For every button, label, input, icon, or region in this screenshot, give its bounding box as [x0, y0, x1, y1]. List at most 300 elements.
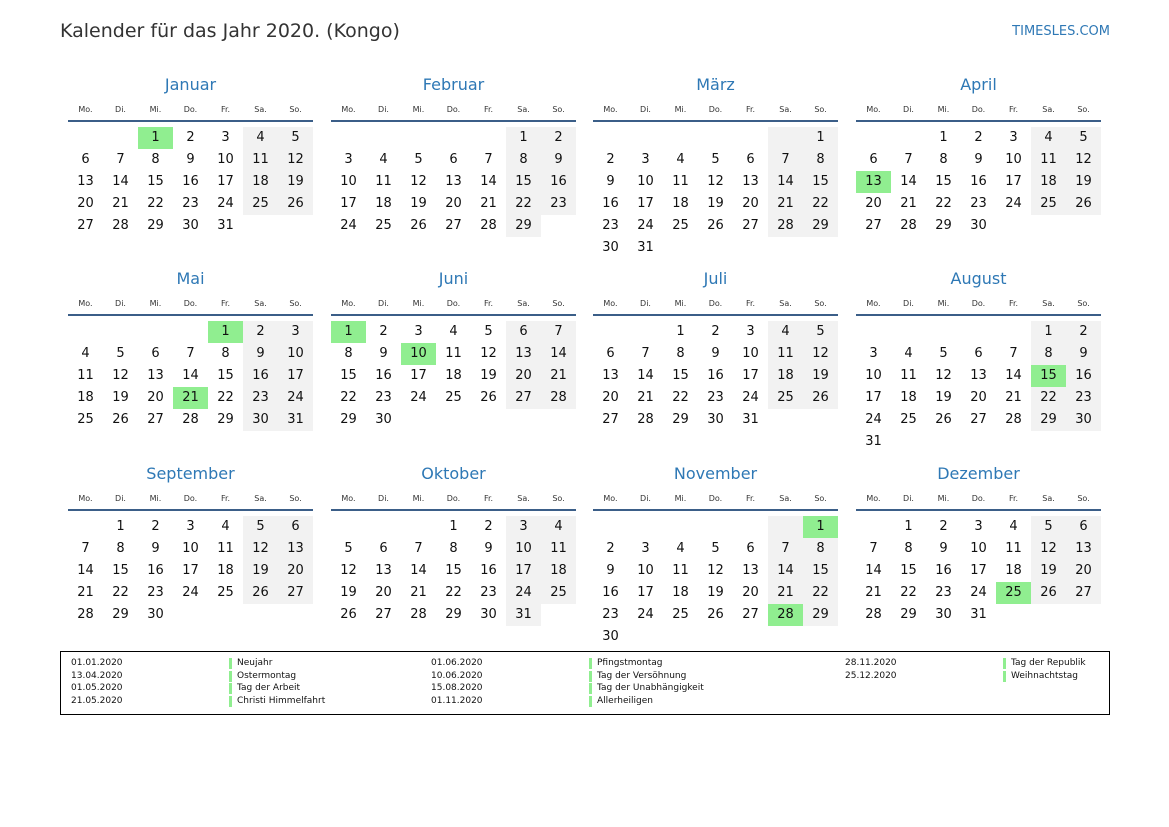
day-cell: 25: [541, 582, 576, 604]
holiday-date: 01.11.2020: [431, 696, 483, 707]
day-cell: 4: [1009, 519, 1018, 534]
header-divider: [593, 120, 838, 122]
weekday-label: Mo.: [866, 494, 881, 503]
day-cell: 9: [243, 343, 278, 365]
weekday-label: Di.: [903, 105, 914, 114]
holiday-marker: [229, 683, 232, 694]
empty-cell: [401, 409, 436, 431]
empty-cell: [1066, 215, 1101, 237]
holiday-marker: [589, 671, 592, 682]
weekday-label: So.: [552, 299, 565, 308]
day-cell: 20: [602, 390, 619, 405]
day-cell: 5: [1066, 127, 1101, 149]
day-cell: 18: [243, 171, 278, 193]
holiday-marker: [1003, 658, 1006, 669]
day-cell: 15: [147, 174, 164, 189]
empty-cell: [733, 516, 768, 538]
day-cell: 12: [112, 368, 129, 383]
day-cell: 26: [707, 218, 724, 233]
weekday-label: Fr.: [1008, 299, 1019, 308]
day-cell: 2: [186, 130, 195, 145]
weekday-label: Sa.: [517, 299, 530, 308]
day-cell: 23: [147, 585, 164, 600]
day-cell: 19: [112, 390, 129, 405]
day-cell: 20: [1066, 560, 1101, 582]
day-cell: 8: [1031, 343, 1066, 365]
day-cell: 2: [606, 152, 615, 167]
empty-cell: [733, 127, 768, 149]
holiday-date: 21.05.2020: [71, 696, 123, 707]
empty-cell: [803, 237, 838, 259]
day-cell: 7: [541, 321, 576, 343]
empty-cell: [698, 516, 733, 538]
day-cell: 28: [637, 412, 654, 427]
day-cell: 6: [746, 152, 755, 167]
empty-cell: [541, 409, 576, 431]
day-cell: 20: [77, 196, 94, 211]
day-cell: 4: [243, 127, 278, 149]
day-cell: 19: [935, 390, 952, 405]
day-cell: 30: [935, 607, 952, 622]
day-cell: 10: [217, 152, 234, 167]
day-cell: 7: [768, 538, 803, 560]
legend-row: [71, 670, 325, 683]
empty-cell: [926, 321, 961, 343]
day-cell: 6: [81, 152, 90, 167]
weekday-label: Fr.: [220, 299, 231, 308]
empty-cell: [471, 409, 506, 431]
weekday-label: Do.: [708, 494, 723, 503]
day-cell: 13: [147, 368, 164, 383]
day-cell: 18: [77, 390, 94, 405]
empty-cell: [698, 626, 733, 648]
day-cell: 15: [803, 171, 838, 193]
month-title: Juli: [703, 269, 728, 288]
day-cell: 21: [480, 196, 497, 211]
day-cell: 19: [1031, 560, 1066, 582]
weekday-label: Do.: [708, 105, 723, 114]
holiday-date: 28.11.2020: [845, 658, 897, 668]
empty-cell: [331, 127, 366, 149]
header-divider: [331, 509, 576, 511]
weekday-label: Di.: [378, 494, 389, 503]
legend-row: [845, 670, 1086, 683]
weekday-header: [331, 101, 576, 119]
day-cell: 11: [672, 563, 689, 578]
day-cell: 19: [707, 196, 724, 211]
day-cell: 2: [1066, 321, 1101, 343]
day-cell: 29: [935, 218, 952, 233]
day-cell: 25: [768, 387, 803, 409]
day-cell: 3: [278, 321, 313, 343]
holiday-date: 25.12.2020: [845, 670, 897, 681]
weekday-label: Fr.: [1008, 494, 1019, 503]
weekday-label: Mo.: [603, 105, 618, 114]
day-cell: 25: [243, 193, 278, 215]
legend-row: [431, 695, 704, 708]
weekday-label: Sa.: [779, 494, 792, 503]
weekday-label: So.: [814, 494, 827, 503]
month-title: August: [950, 269, 1007, 288]
day-cell: 20: [445, 196, 462, 211]
header-divider: [593, 509, 838, 511]
day-cell: 11: [77, 368, 94, 383]
legend-row: [431, 682, 704, 695]
day-grid: [331, 516, 576, 626]
weekday-label: Mo.: [78, 105, 93, 114]
day-cell: 8: [803, 149, 838, 171]
day-cell: 26: [410, 218, 427, 233]
empty-cell: [856, 321, 891, 343]
month-juli: [593, 267, 838, 431]
weekday-label: Mi.: [937, 105, 950, 114]
day-cell: 25: [672, 218, 689, 233]
weekday-label: Mo.: [603, 299, 618, 308]
day-cell: 10: [340, 174, 357, 189]
day-cell: 2: [711, 324, 720, 339]
day-cell: 29: [672, 412, 689, 427]
day-cell: 12: [278, 149, 313, 171]
holiday-date: 15.08.2020: [431, 683, 483, 694]
day-cell: 8: [904, 541, 913, 556]
day-cell: 31: [637, 240, 654, 255]
weekday-label: So.: [552, 494, 565, 503]
weekday-label: Do.: [183, 299, 198, 308]
day-cell: 4: [1031, 127, 1066, 149]
day-cell: 15: [803, 560, 838, 582]
empty-cell: [663, 237, 698, 259]
month-september: [68, 462, 313, 626]
weekday-label: Mo.: [341, 299, 356, 308]
empty-cell: [278, 215, 313, 237]
day-cell: 8: [939, 152, 948, 167]
day-cell: 11: [243, 149, 278, 171]
day-cell: 20: [742, 585, 759, 600]
weekday-header: [331, 295, 576, 313]
day-cell: 27: [77, 218, 94, 233]
day-cell: 30: [970, 218, 987, 233]
day-cell: 23: [602, 607, 619, 622]
day-cell: 20: [506, 365, 541, 387]
day-cell: 20: [147, 390, 164, 405]
weekday-label: So.: [1077, 105, 1090, 114]
day-cell: 1: [331, 321, 366, 343]
day-cell: 2: [484, 519, 493, 534]
day-cell: 26: [112, 412, 129, 427]
day-cell: 26: [1066, 193, 1101, 215]
day-cell: 28: [112, 218, 129, 233]
day-cell: 26: [935, 412, 952, 427]
day-cell: 2: [974, 130, 983, 145]
day-cell: 27: [742, 607, 759, 622]
day-cell: 19: [1066, 171, 1101, 193]
day-cell: 1: [208, 321, 243, 343]
month-januar: [68, 73, 313, 237]
holiday-name: Tag der Versöhnung: [597, 670, 687, 681]
day-cell: 16: [707, 368, 724, 383]
header-divider: [331, 120, 576, 122]
day-cell: 1: [803, 127, 838, 149]
empty-cell: [926, 431, 961, 453]
day-cell: 26: [480, 390, 497, 405]
day-cell: 30: [480, 607, 497, 622]
day-cell: 9: [379, 346, 388, 361]
weekday-label: Do.: [183, 494, 198, 503]
weekday-label: Sa.: [1042, 105, 1055, 114]
day-cell: 17: [506, 560, 541, 582]
legend-row: [431, 670, 704, 683]
day-cell: 10: [506, 538, 541, 560]
day-cell: 14: [480, 174, 497, 189]
day-cell: 20: [375, 585, 392, 600]
weekday-label: Do.: [446, 299, 461, 308]
day-cell: 5: [711, 541, 720, 556]
day-grid: [331, 321, 576, 431]
day-cell: 21: [410, 585, 427, 600]
day-cell: 25: [1031, 193, 1066, 215]
day-cell: 15: [217, 368, 234, 383]
day-cell: 30: [182, 218, 199, 233]
day-cell: 1: [904, 519, 913, 534]
empty-cell: [996, 431, 1031, 453]
day-cell: 22: [340, 390, 357, 405]
day-grid: [68, 516, 313, 626]
day-cell: 30: [602, 240, 619, 255]
weekday-header: [68, 295, 313, 313]
day-cell: 5: [711, 152, 720, 167]
day-cell: 25: [672, 607, 689, 622]
day-cell: 29: [217, 412, 234, 427]
day-cell: 17: [410, 368, 427, 383]
day-cell: 27: [742, 218, 759, 233]
day-cell: 16: [1066, 365, 1101, 387]
day-cell: 6: [151, 346, 160, 361]
weekday-label: Do.: [971, 299, 986, 308]
empty-cell: [243, 604, 278, 626]
day-cell: 22: [147, 196, 164, 211]
empty-cell: [331, 516, 366, 538]
day-cell: 30: [1066, 409, 1101, 431]
header-divider: [856, 120, 1101, 122]
weekday-label: Mo.: [866, 299, 881, 308]
day-cell: 11: [672, 174, 689, 189]
day-cell: 19: [480, 368, 497, 383]
day-cell: 3: [221, 130, 230, 145]
day-cell: 16: [182, 174, 199, 189]
day-cell: 9: [484, 541, 493, 556]
day-cell: 13: [375, 563, 392, 578]
day-cell: 11: [445, 346, 462, 361]
brand-link[interactable]: TIMESLES.COM: [1012, 24, 1110, 39]
page-title: Kalender für das Jahr 2020. (Kongo): [60, 20, 400, 42]
day-cell: 18: [900, 390, 917, 405]
day-cell: 12: [707, 174, 724, 189]
empty-cell: [68, 516, 103, 538]
day-grid: [68, 321, 313, 431]
empty-cell: [768, 626, 803, 648]
day-cell: 3: [186, 519, 195, 534]
empty-cell: [208, 604, 243, 626]
day-cell: 27: [375, 607, 392, 622]
weekday-label: So.: [552, 105, 565, 114]
day-cell: 13: [77, 174, 94, 189]
day-cell: 29: [803, 604, 838, 626]
weekday-label: Sa.: [1042, 494, 1055, 503]
empty-cell: [593, 321, 628, 343]
day-cell: 29: [900, 607, 917, 622]
day-cell: 13: [278, 538, 313, 560]
day-cell: 17: [637, 585, 654, 600]
day-cell: 12: [340, 563, 357, 578]
empty-cell: [891, 321, 926, 343]
day-cell: 23: [602, 218, 619, 233]
day-cell: 1: [803, 516, 838, 538]
empty-cell: [768, 127, 803, 149]
day-cell: 9: [974, 152, 983, 167]
empty-cell: [768, 237, 803, 259]
day-cell: 17: [637, 196, 654, 211]
day-cell: 28: [410, 607, 427, 622]
weekday-label: Mo.: [341, 494, 356, 503]
empty-cell: [103, 321, 138, 343]
day-cell: 23: [243, 387, 278, 409]
day-cell: 9: [186, 152, 195, 167]
weekday-label: Sa.: [779, 105, 792, 114]
day-grid: [856, 321, 1101, 453]
header-divider: [856, 314, 1101, 316]
day-cell: 1: [939, 130, 948, 145]
day-cell: 16: [970, 174, 987, 189]
weekday-header: [331, 490, 576, 508]
day-cell: 6: [606, 346, 615, 361]
weekday-label: Di.: [115, 494, 126, 503]
day-grid: [593, 321, 838, 431]
day-cell: 23: [970, 196, 987, 211]
weekday-header: [593, 490, 838, 508]
empty-cell: [803, 409, 838, 431]
day-cell: 21: [865, 585, 882, 600]
day-cell: 28: [480, 218, 497, 233]
day-cell: 14: [637, 368, 654, 383]
holiday-date: 13.04.2020: [71, 670, 123, 681]
day-cell: 17: [1005, 174, 1022, 189]
day-cell: 19: [243, 560, 278, 582]
day-cell: 28: [182, 412, 199, 427]
day-cell: 19: [707, 585, 724, 600]
day-grid: [593, 127, 838, 259]
day-cell: 13: [742, 563, 759, 578]
empty-cell: [541, 215, 576, 237]
weekday-header: [68, 101, 313, 119]
weekday-label: Mi.: [412, 299, 425, 308]
empty-cell: [366, 127, 401, 149]
day-cell: 12: [1066, 149, 1101, 171]
day-cell: 30: [707, 412, 724, 427]
day-cell: 24: [410, 390, 427, 405]
day-cell: 14: [865, 563, 882, 578]
day-cell: 13: [506, 343, 541, 365]
month-title: September: [146, 464, 235, 483]
day-cell: 3: [641, 541, 650, 556]
day-cell: 18: [375, 196, 392, 211]
day-cell: 28: [865, 607, 882, 622]
empty-cell: [138, 321, 173, 343]
day-cell: 13: [856, 171, 891, 193]
weekday-label: Mi.: [149, 494, 162, 503]
day-cell: 31: [970, 607, 987, 622]
day-cell: 10: [401, 343, 436, 365]
legend-row: [71, 695, 325, 708]
header-divider: [856, 509, 1101, 511]
day-cell: 10: [970, 541, 987, 556]
day-cell: 21: [173, 387, 208, 409]
day-cell: 17: [182, 563, 199, 578]
day-cell: 1: [449, 519, 458, 534]
day-cell: 5: [1031, 516, 1066, 538]
weekday-label: So.: [289, 299, 302, 308]
weekday-label: Di.: [640, 299, 651, 308]
holiday-marker: [229, 658, 232, 669]
day-cell: 25: [77, 412, 94, 427]
day-cell: 10: [1005, 152, 1022, 167]
empty-cell: [103, 127, 138, 149]
holiday-date: 10.06.2020: [431, 670, 483, 681]
weekday-header: [593, 101, 838, 119]
empty-cell: [663, 516, 698, 538]
day-cell: 4: [379, 152, 388, 167]
weekday-label: Do.: [446, 494, 461, 503]
empty-cell: [996, 604, 1031, 626]
day-cell: 22: [803, 582, 838, 604]
day-cell: 17: [340, 196, 357, 211]
weekday-label: So.: [1077, 494, 1090, 503]
day-cell: 7: [768, 149, 803, 171]
day-cell: 24: [340, 218, 357, 233]
day-cell: 27: [1066, 582, 1101, 604]
day-cell: 21: [900, 196, 917, 211]
month-juni: [331, 267, 576, 431]
day-cell: 22: [803, 193, 838, 215]
day-cell: 7: [1009, 346, 1018, 361]
weekday-label: Sa.: [254, 494, 267, 503]
empty-cell: [68, 127, 103, 149]
empty-cell: [996, 215, 1031, 237]
holiday-date: 01.05.2020: [71, 683, 123, 694]
day-cell: 14: [77, 563, 94, 578]
weekday-label: So.: [814, 105, 827, 114]
empty-cell: [698, 127, 733, 149]
day-cell: 20: [865, 196, 882, 211]
month-dezember: [856, 462, 1101, 626]
empty-cell: [471, 127, 506, 149]
day-cell: 17: [217, 174, 234, 189]
empty-cell: [891, 127, 926, 149]
day-cell: 8: [344, 346, 353, 361]
day-cell: 22: [217, 390, 234, 405]
day-cell: 15: [340, 368, 357, 383]
day-cell: 12: [707, 563, 724, 578]
day-cell: 13: [970, 368, 987, 383]
day-cell: 29: [1031, 409, 1066, 431]
day-cell: 22: [112, 585, 129, 600]
day-cell: 29: [340, 412, 357, 427]
holiday-name: Ostermontag: [237, 670, 297, 681]
day-cell: 18: [768, 365, 803, 387]
month-title: März: [696, 75, 735, 94]
weekday-label: So.: [289, 494, 302, 503]
day-cell: 11: [217, 541, 234, 556]
day-cell: 31: [742, 412, 759, 427]
